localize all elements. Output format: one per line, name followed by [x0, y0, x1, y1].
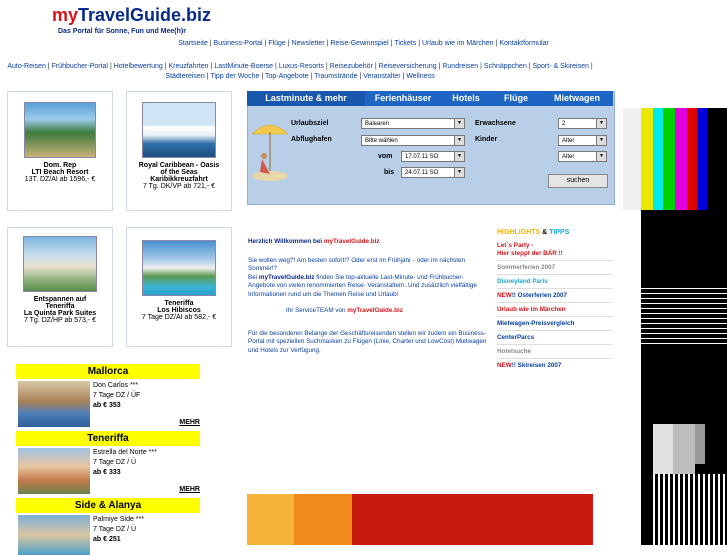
nav-newsletter[interactable]: Newsletter	[291, 40, 325, 47]
offer-price: ab € 251	[93, 536, 121, 543]
offer-term: 7 Tage DZ / ÜF	[93, 392, 141, 399]
nav-fruehbucher[interactable]: Frühbucher-Portal	[51, 63, 108, 70]
highlight-text: Disneyland Paris	[497, 278, 548, 285]
chevron-down-icon: ▼	[454, 136, 464, 145]
category-navigation: Auto-Reisen | Frühbucher-Portal | Hotelbewertung | Kreuzfahrten | LastMinute-Boerse | Luxus-Resorts | Reisezubehör | Reiseversicherung | Rundreisen | Schnäppchen | Sport- & Skireisen | Städtereisen | Tipp der Woche | Top-Angebote | Traumstrände | Veranstalter | Wellness	[7, 63, 593, 80]
logo-rest: TravelGuide.biz	[78, 5, 212, 25]
offer-price: ab € 353	[93, 402, 121, 409]
urlaubsziel-label: Urlaubsziel	[291, 120, 329, 127]
kinder-value: Alter	[562, 154, 575, 160]
vom-value: 17.07.11 SO	[405, 154, 439, 160]
offer-more-link[interactable]: MEHR	[179, 419, 200, 426]
bis-value: 24.07.11 SO	[405, 170, 439, 176]
kinder-age-select-1[interactable]	[558, 135, 607, 146]
vom-label: vom	[378, 153, 393, 160]
card-price: 7 Tage DZ/AI ab 582,- €	[141, 314, 217, 321]
highlight-text: Sommerferien 2007	[497, 264, 556, 271]
erwachsene-value: 2	[562, 121, 566, 127]
site-slogan: Das Portal für Sonne, Fun und Mee(h)r	[58, 28, 186, 35]
test-pattern-graphic	[623, 108, 727, 545]
highlight-centerparcs[interactable]	[497, 331, 612, 345]
welcome-paragraph-2	[248, 274, 490, 300]
highlight-text: Urlaub wie im Märchen	[497, 306, 566, 313]
offer-mallorca	[16, 364, 200, 429]
bis-label: bis	[384, 169, 395, 176]
offer-region: Mallorca	[16, 364, 200, 379]
highlight-skireisen[interactable]	[497, 359, 612, 372]
card-subtitle: Teneriffa	[45, 303, 75, 310]
pool-photo	[142, 240, 216, 296]
chevron-down-icon: ▼	[596, 152, 606, 161]
offer-region: Teneriffa	[16, 431, 200, 446]
nav-reiseversicherung[interactable]: Reiseversicherung	[378, 63, 437, 70]
erwachsene-select[interactable]	[558, 118, 607, 129]
welcome-paragraph-3: Für die besonderen Belange der Geschäftsreisenden stellen wir zudem ein Business-Portal mit speziellen Suchmasken zu Flügen (Linie, Charter und LowCost) Mietwagen und Hotels zur Verfügung.	[248, 329, 487, 354]
card-subtitle-2: La Quinta Park Suites	[23, 310, 97, 317]
card-title: Teneriffa	[164, 300, 194, 307]
highlight-text-2: Hier steppt der BÄR !!	[497, 250, 563, 257]
offer-price: ab € 333	[93, 469, 121, 476]
nav-staedtereisen[interactable]: Städtereisen	[165, 73, 205, 80]
urlaubsziel-select[interactable]	[361, 118, 465, 129]
highlight-text: !! Osterferien 2007	[511, 292, 568, 299]
nav-urlaub-maerchen[interactable]: Urlaub wie im Märchen	[422, 40, 494, 47]
banner-block-yellow	[247, 494, 294, 545]
hotel-photo	[24, 102, 96, 158]
tab-hotels[interactable]: Hotels	[452, 93, 480, 103]
highlights-title-a: HIGHLIGHTS	[497, 229, 541, 236]
tab-ferienhaeuser[interactable]: Ferienhäuser	[374, 93, 432, 103]
highlight-text: CenterParcs	[497, 334, 535, 341]
highlight-text: Let´s Party -	[497, 242, 534, 249]
nav-lastminute-boerse[interactable]: LastMinute-Boerse	[214, 63, 274, 70]
search-tabs	[247, 91, 613, 106]
highlights-title	[497, 226, 612, 239]
offer-region: Side & Alanya	[16, 498, 200, 513]
offer-hotel: Don Carlos ***	[93, 382, 139, 389]
feature-card-royal-caribbean[interactable]	[126, 91, 232, 211]
card-title: Dom. Rep	[43, 162, 77, 169]
welcome-site-name: myTravelGuide.biz	[323, 238, 380, 245]
highlight-osterferien[interactable]	[497, 289, 612, 303]
vom-date-select[interactable]	[401, 151, 465, 162]
offer-teneriffa	[16, 431, 200, 496]
welcome-p2-pre: Bei	[248, 273, 259, 281]
welcome-text	[248, 238, 490, 355]
card-title: Royal Caribbean - Oasis	[138, 162, 220, 169]
highlight-text: Mietwagen-Preisvergleich	[497, 320, 575, 327]
welcome-heading	[248, 238, 490, 247]
cruise-ship-photo	[142, 102, 216, 158]
offer-term: 7 Tage DZ / Ü	[93, 526, 137, 533]
nav-wellness[interactable]: Wellness	[406, 73, 435, 80]
nav-schnaeppchen[interactable]: Schnäppchen	[483, 63, 527, 70]
highlights-box	[497, 226, 612, 372]
welcome-p2-site: myTravelGuide.biz	[258, 273, 315, 281]
nav-kreuzfahrten[interactable]: Kreuzfahrten	[168, 63, 209, 70]
nav-gewinnspiel[interactable]: Reise-Gewinnspiel	[330, 40, 389, 47]
main-navigation: Startseite | Business-Portal | Flüge | Newsletter | Reise-Gewinnspiel | Tickets | Urlaub wie im Märchen | Kontaktformular	[178, 40, 549, 47]
offer-hotel: Palmiye Side ***	[93, 516, 144, 523]
welcome-p2-post: finden Sie top-aktuelle Last-Minute- und Frühbucher-Angebote von vielen renommierten Reise- Veranstaltern. Und zusätzlich vielfältige Informationen rund um die Themen Reise und Urlaub!	[248, 273, 477, 298]
highlight-mietwagen[interactable]	[497, 317, 612, 331]
nav-traumstraende[interactable]: Traumstrände	[314, 73, 358, 80]
resort-photo	[23, 236, 97, 292]
highlight-party[interactable]	[497, 239, 612, 261]
kinder-value: Alter	[562, 138, 575, 144]
nav-fluege[interactable]: Flüge	[268, 40, 286, 47]
offer-photo	[18, 448, 90, 494]
offer-hotel: Estrella del Norte ***	[93, 449, 157, 456]
feature-card-los-hibiscos[interactable]	[126, 227, 232, 347]
nav-top-angebote[interactable]: Top-Angebote	[264, 73, 309, 80]
tab-mietwagen[interactable]: Mietwagen	[553, 93, 600, 103]
card-subtitle: Los Hibiscos	[157, 307, 201, 314]
nav-luxus-resorts[interactable]: Luxus-Resorts	[278, 63, 324, 70]
logo-my: my	[52, 5, 79, 25]
offer-more-link[interactable]: MEHR	[179, 486, 200, 493]
feature-card-la-quinta[interactable]	[7, 227, 113, 347]
welcome-team-site: myTravelGuide.biz	[347, 307, 403, 314]
kinder-label: Kinder	[475, 136, 498, 143]
nav-reisezubehoer[interactable]: Reisezubehör	[329, 63, 373, 70]
bis-date-select[interactable]	[401, 167, 465, 178]
nav-hotelbewertung[interactable]: Hotelbewertung	[113, 63, 163, 70]
abflughafen-value: Bitte wählen	[365, 138, 398, 144]
highlight-disneyland[interactable]	[497, 275, 612, 289]
beach-umbrella-icon	[250, 112, 290, 186]
chevron-down-icon: ▼	[454, 152, 464, 161]
card-price: 7 Tg. DK/VP ab 721,- €	[142, 183, 216, 190]
erwachsene-label: Erwachsene	[475, 120, 516, 127]
offer-term: 7 Tage DZ / Ü	[93, 459, 137, 466]
welcome-team-pre: Ihr ServiceTEAM von	[286, 307, 348, 314]
site-logo[interactable]	[52, 5, 211, 26]
beach-woman-illustration	[250, 112, 290, 186]
nav-tipp-der-woche[interactable]: Tipp der Woche	[210, 73, 260, 80]
abflughafen-select[interactable]	[361, 135, 465, 146]
nav-kontaktformular[interactable]: Kontaktformular	[499, 40, 549, 47]
highlights-title-amp: &	[540, 229, 550, 236]
card-subtitle: of the Seas	[160, 169, 198, 176]
nav-veranstalter[interactable]: Veranstalter	[363, 73, 401, 80]
nav-sport-skireisen[interactable]: Sport- & Skireisen	[532, 63, 589, 70]
offer-photo	[18, 381, 90, 427]
welcome-signature	[248, 307, 490, 316]
bottom-banner[interactable]	[247, 494, 593, 545]
feature-card-dom-rep[interactable]	[7, 91, 113, 211]
nav-startseite[interactable]: Startseite	[178, 40, 208, 47]
abflughafen-label: Abflughafen	[291, 136, 332, 143]
banner-block-orange	[294, 494, 352, 545]
card-price: 7 Tg. DZ/HP ab 573,- €	[23, 317, 97, 324]
chevron-down-icon: ▼	[454, 119, 464, 128]
highlights-title-b: TIPPS	[549, 229, 570, 236]
welcome-greeting: Herzlich Willkommen bei	[248, 238, 324, 245]
card-title: Entspannen auf	[33, 296, 87, 303]
welcome-paragraph-1: Sie wollen weg?! Am besten sofort!? Oder erst im Frühjahr - oder im nächsten Sommer!?	[248, 256, 465, 272]
card-subtitle: LTI Beach Resort	[31, 169, 89, 176]
card-subtitle-2: Karibikkreuzfahrt	[150, 176, 208, 183]
nav-rundreisen[interactable]: Rundreisen	[442, 63, 479, 70]
nav-auto-reisen[interactable]: Auto-Reisen	[7, 63, 46, 70]
kinder-age-select-2[interactable]	[558, 151, 607, 162]
search-submit-button[interactable]: suchen	[548, 174, 608, 188]
new-badge: NEW	[497, 292, 512, 299]
highlight-text: !! Skireisen 2007	[511, 362, 562, 369]
chevron-down-icon: ▼	[596, 119, 606, 128]
urlaubsziel-value: Balearen	[365, 121, 390, 127]
highlight-hotelsuche[interactable]	[497, 345, 612, 359]
chevron-down-icon: ▼	[454, 168, 464, 177]
chevron-down-icon: ▼	[596, 136, 606, 145]
nav-business-portal[interactable]: Business-Portal	[213, 40, 263, 47]
tab-lastminute[interactable]: Lastminute & mehr	[247, 91, 365, 106]
highlight-sommerferien[interactable]	[497, 261, 612, 275]
offer-photo	[18, 515, 90, 555]
nav-tickets[interactable]: Tickets	[394, 40, 417, 47]
tab-fluege[interactable]: Flüge	[504, 93, 528, 103]
highlight-text: Hotelsuche	[497, 348, 531, 355]
highlight-maerchen[interactable]	[497, 303, 612, 317]
card-price: 13T. DZ/AI ab 1596,- €	[24, 176, 96, 183]
new-badge: NEW	[497, 362, 512, 369]
